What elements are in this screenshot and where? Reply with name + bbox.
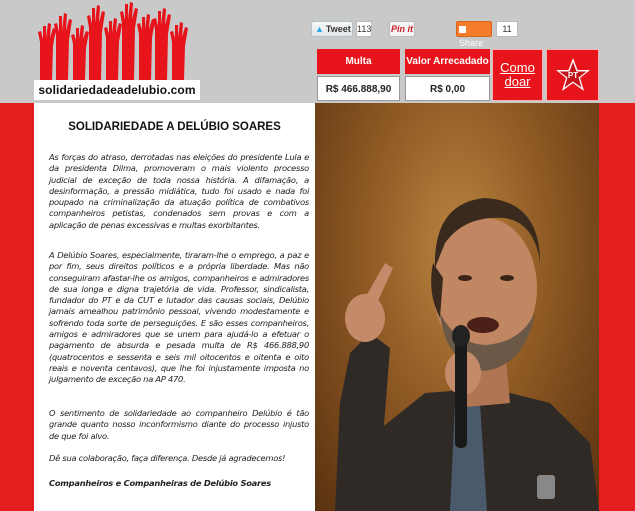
site-name: solidariedadeadelubio.com — [34, 80, 200, 100]
pt-star-icon — [555, 57, 591, 93]
article-signature: Companheiros e Companheiras de Delúbio Soares — [49, 478, 271, 488]
tweet-count: 113 — [356, 21, 372, 37]
valor-arrecadado-value: R$ 0,00 — [405, 76, 490, 101]
article-paragraph: O sentimento de solidariedade ao companheiro Delúbio é tão grande quanto nosso inconformismo diante do processo injusto de que foi alvo. — [49, 408, 309, 441]
como-doar-link[interactable]: Como doar — [492, 49, 543, 101]
man-with-microphone-image — [315, 103, 599, 511]
valor-arrecadado-header: Valor Arrecadado — [405, 49, 490, 74]
share-count: 11 — [496, 21, 518, 37]
article-paragraph: Dê sua colaboração, faça diferença. Desde já agradecemos! — [49, 453, 286, 463]
right-margin — [599, 103, 635, 511]
pinit-button[interactable]: Pin it — [389, 21, 415, 37]
share-button[interactable] — [456, 21, 492, 48]
multa-value: R$ 466.888,90 — [317, 76, 400, 101]
pt-badge[interactable] — [546, 49, 599, 101]
share-label: Share — [459, 38, 484, 48]
tweet-button[interactable] — [311, 21, 353, 37]
article-paragraph: As forças do atraso, derrotadas nas eleições do presidente Lula e da presidenta Dilma, promoveram o mais violento processo judicial de exceção de toda nossa história. A difamação, a desinformação, a pressão midiática, tudo foi usado e nada foi poupado na criminalização da atuação política de combativos companheiros petistas, condenados sem provas e com a aplicação de penas excessivas e multas exorbitantes. — [49, 152, 309, 230]
raised-hands-logo-icon — [36, 2, 196, 80]
tweet-label: Tweet — [325, 24, 351, 34]
speaker-photo — [315, 103, 599, 511]
twitter-bird-icon: ▲ — [315, 24, 324, 34]
article-title: SOLIDARIEDADE A DELÚBIO SOARES — [68, 121, 281, 133]
pt-badge-text: PT — [567, 71, 579, 80]
multa-header: Multa — [317, 49, 400, 74]
share-icon — [459, 26, 466, 33]
article-paragraph: A Delúbio Soares, especialmente, tiraram-lhe o emprego, a paz e por fim, seus direitos políticos e a própria liberdade. Mas não conseguiram afastar-lhe os amigos, companheiros e admiradores de sua longa e digna trajetória de vida. Professor, sindicalista, fundador do PT e da CUT e lutador das causas sociais, Delúbio jamais amealhou patrimônio pessoal, vivendo modestamente e sofrendo toda sorte de perseguições. E são esses companheiros, amigos e admiradores que se unem para ajudá-lo a efetuar o pagamento de absurda e pesada multa de R$ 466.888,90 (quatrocentos e sessenta e seis mil oitocentos e oitenta e oito reais e noventa centavos), que lhe foi injustamente imposta no julgamento de exceção na AP 470. — [49, 250, 309, 385]
site-logo[interactable] — [30, 2, 200, 102]
